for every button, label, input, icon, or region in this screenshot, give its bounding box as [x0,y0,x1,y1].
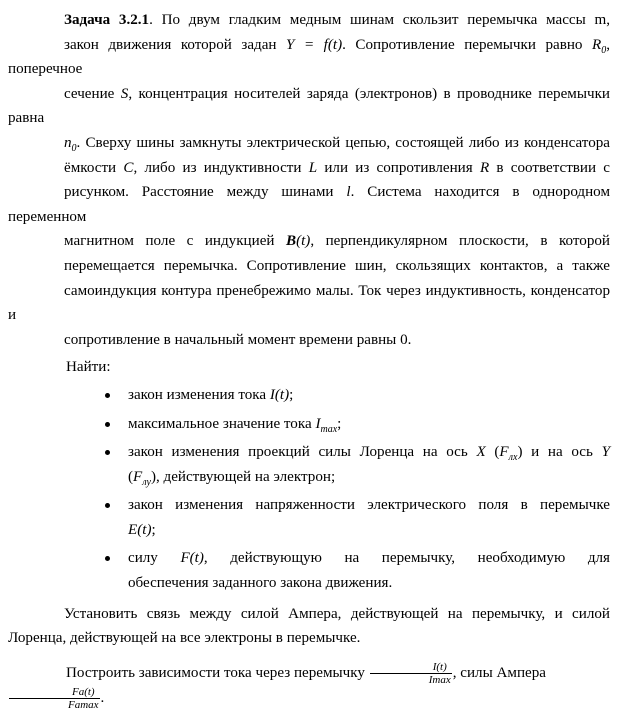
problem-line-9: самоиндукция контура пренебрежимо малы. Ток через индуктивность, конденсатор и [8,282,610,324]
problem-line-4: $n_0$. Сверху шины замкнуты электрической цепью, состоящей либо из конденсатора [64,134,610,154]
plot-text-after: . [100,689,105,706]
ampere-ratio-fraction [9,686,100,711]
problem-line-1: Задача 3.2.1. По двум гладким медным шинам скользит перемычка массы m, [64,12,610,28]
current-ratio-denominator: Imax [428,673,451,686]
bullet-icon [105,422,110,427]
problem-line-10: сопротивление в начальный момент времени равны 0. [64,331,412,348]
ampere-ratio-numerator: Fa(t) [9,686,100,699]
problem-line-8: перемещается перемычка. Сопротивление шин, скользящих контактов, а также [64,257,610,274]
plot-text-before: Построить зависимости тока через перемычку [66,664,365,681]
relation-paragraph: Установить связь между силой Ампера, действующей на перемычку, и силой Лоренца, действующей на все электроны в перемычке. [8,605,610,647]
current-ratio-fraction [370,661,452,686]
bullet-icon [105,450,110,455]
plot-instruction [8,661,610,711]
problem-line-5: ёмкости C, либо из индуктивности L или из сопротивления R в соответствии с [64,159,611,176]
problem-line-6: рисунком. Расстояние между шинами l. Система находится в однородном переменном [8,184,610,225]
problem-statement [8,8,610,352]
find-item-1: закон изменения тока I(t); [8,383,610,408]
bullet-icon [105,556,110,561]
current-ratio-numerator: I(t) [370,661,452,674]
problem-line-7: магнитном поле с индукцией B(t), перпендикулярном плоскости, в которой [64,233,610,250]
problem-line-1-text: По двум гладким медным шинам скользит перемычка массы m, [161,12,610,28]
find-item-5: силу F(t), действующую на перемычку, необходимую для обеспечения заданного закона движения. [8,546,610,595]
find-label: Найти: [66,359,111,376]
plot-text-middle: , силы Ампера [452,664,546,681]
ampere-ratio-denominator: Famax [68,698,99,711]
find-item-3: закон изменения проекций силы Лоренца на ось X $(F_{лх})$ и на ось Y $(F_{лу})$, действующей на электрон; [8,440,610,489]
find-list [8,383,610,596]
find-item-2: максимальное значение тока $I_{max}$; [8,412,610,437]
problem-number: Задача 3.2.1 [64,12,150,28]
find-item-4: закон изменения напряженности электрического поля в перемычке E(t); [8,493,610,542]
bullet-icon [105,503,110,508]
problem-line-3: сечение S, концентрация носителей заряда (электронов) в проводнике перемычки равна [8,85,610,127]
problem-line-2: закон движения которой задан Y = f(t). Сопротивление перемычки равно $R_0$, поперечное [8,36,610,78]
bullet-icon [105,393,110,398]
